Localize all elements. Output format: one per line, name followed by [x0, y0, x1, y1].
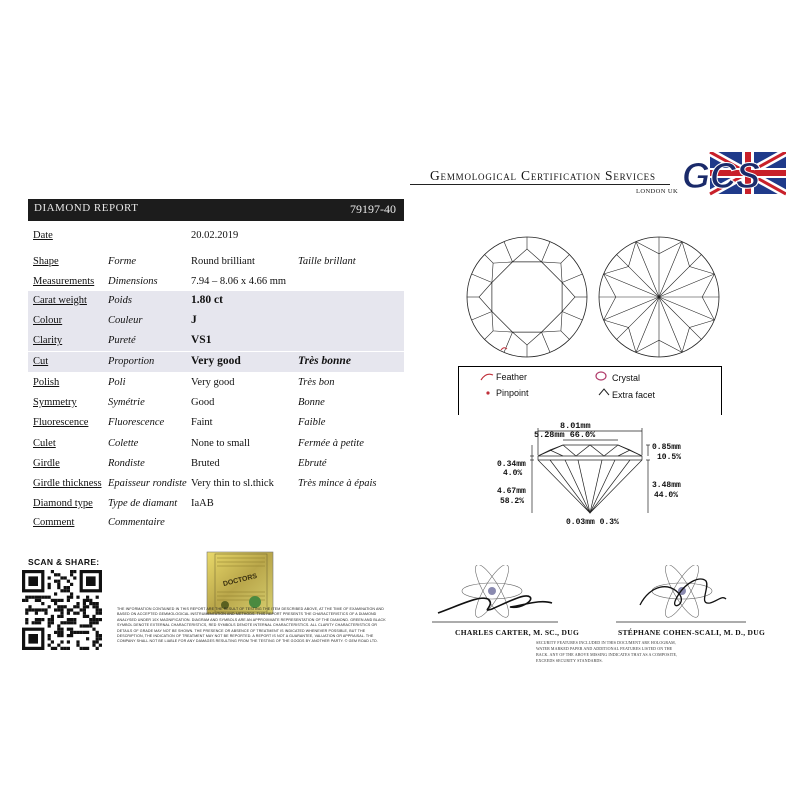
report-row-shape — [28, 252, 404, 272]
report-value: Round brilliant — [191, 256, 255, 267]
report-label-en: Fluorescence — [33, 417, 89, 428]
legend-crystal: Crystal — [612, 373, 641, 383]
report-label-en: Carat weight — [33, 295, 87, 306]
report-row-fluorescence — [28, 413, 404, 433]
report-label-fr: Epaisseur rondiste — [108, 478, 187, 489]
report-row-girdle — [28, 454, 404, 474]
report-label-en: Date — [33, 230, 53, 241]
pinpoint-symbol-icon — [484, 389, 492, 397]
total-depth-mm: 4.67mm — [497, 487, 526, 496]
report-value-fr: Très bon — [298, 377, 335, 388]
total-depth-pct: 58.2% — [500, 497, 525, 506]
report-row-carat-weight — [28, 291, 404, 311]
report-value: Very thin to sl.thick — [191, 478, 274, 489]
logo-text: GCS — [682, 155, 761, 196]
report-value-fr: Très bonne — [298, 355, 351, 367]
report-value-fr: Bonne — [298, 397, 325, 408]
pavilion-mm: 3.48mm — [652, 481, 681, 490]
report-value-fr: Ebruté — [298, 458, 327, 469]
report-label-en: Cut — [33, 356, 49, 367]
scan-share-title: SCAN & SHARE: — [28, 557, 100, 567]
report-label-en: Girdle thickness — [33, 478, 102, 489]
report-label-en: Culet — [33, 438, 56, 449]
report-label-fr: Colette — [108, 438, 139, 449]
report-number: 79197-40 — [350, 202, 396, 216]
report-row-diamond-type — [28, 494, 404, 514]
report-row-culet — [28, 434, 404, 454]
report-row-measurements — [28, 272, 404, 292]
report-value: 7.94 – 8.06 x 4.66 mm — [191, 276, 287, 287]
disclaimer-text: THE INFORMATION CONTAINED IN THIS REPORT ARE THE RESULT OF TESTING THE ITEM DESCRIBED ABOVE, AT THE TIME OF EXAMINATION AND BASED ON ACCEPTED GEMMOLOGICAL INSTRUMENTATION AND METHODS. THIS REPORT PRESENTS THE CHARACTERISTICS OF A DIAMOND ANALYSED UNDER 10X MAGNIFICATION. DIAGRAM AND SYMBOLS ARE AN APPROXIMATE REPRESENTATION OF THE DIAMOND. GREEN AND BLACK SYMBOL DENOTE EXTERNAL CHARACTERISTICS, RED SYMBOLS DENOTE INTERNAL CHARACTERISTICS. ALL CLARITY CHARACTERISTICS OR DETAILS OF GRADE MAY NOT BE SHOWN. THE PRESENCE OR ABSENCE OF TREATMENT IS INDICATED WHENEVER POSSIBLE, BUT THE DESCRIPTION, THE INDICATION OF TREATMENT MAY NOT BE REPORTED. A REPORT IS NOT A GUARANTEE, VALUATION OR APPRAISAL. THE COMPANY SHALL NOT BE LIABLE FOR ANY DAMAGES RESULTING FROM THE TESTING OF THE GOODS BY ANOTHER PARTY. © GEM ROAD LTD. — [117, 607, 386, 644]
signature-right — [610, 565, 750, 625]
girdle-pct: 4.0% — [503, 469, 523, 478]
report-label-fr: Poids — [108, 295, 132, 306]
legend-extra-facet: Extra facet — [612, 390, 656, 400]
report-label-fr: Rondiste — [108, 458, 145, 469]
company-logo-icon — [680, 152, 786, 202]
report-label-en: Measurements — [33, 276, 95, 287]
legend-pinpoint: Pinpoint — [496, 388, 529, 398]
report-value-fr: Faible — [298, 417, 326, 428]
table-label: 5.28mm 66.0% — [534, 430, 596, 440]
culet-label: 0.03mm 0.3% — [566, 518, 619, 527]
report-label-fr: Type de diamant — [108, 498, 178, 509]
report-value: Faint — [191, 417, 213, 428]
report-label-en: Girdle — [33, 458, 60, 469]
report-label-fr: Proportion — [108, 356, 155, 367]
legend-feather: Feather — [496, 372, 528, 382]
report-label-fr: Poli — [108, 377, 126, 388]
report-value: 1.80 ct — [191, 294, 223, 306]
report-value: Bruted — [191, 458, 220, 469]
report-row-clarity — [28, 331, 404, 351]
report-value-fr: Très mince à épais — [298, 478, 377, 489]
crown-diagram — [463, 233, 591, 361]
report-value: J — [191, 314, 197, 326]
pavilion-diagram — [595, 233, 723, 361]
signature-right-name: STÉPHANE COHEN-SCALI, M. D., DUG — [618, 628, 766, 637]
crown-height-pct: 10.5% — [657, 453, 682, 462]
company-title: Gemmological Certification Services — [430, 168, 656, 183]
report-value: Very good — [191, 355, 241, 367]
report-label-fr: Commentaire — [108, 517, 165, 528]
report-row-polish — [28, 373, 404, 393]
report-value: VS1 — [191, 334, 212, 346]
report-row-cut — [28, 352, 404, 372]
report-value-fr: Taille brillant — [298, 256, 356, 267]
extra-facet-symbol-icon — [598, 387, 610, 397]
total-width-label: 8.01mm — [560, 421, 591, 431]
report-row-symmetry — [28, 393, 404, 413]
report-value: None to small — [191, 438, 250, 449]
report-value-fr: Fermée à petite — [298, 438, 364, 449]
feather-symbol-icon — [480, 372, 494, 382]
pavilion-pct: 44.0% — [654, 491, 679, 500]
signature-left-name: CHARLES CARTER, M. SC., DUG — [455, 628, 580, 637]
report-value: IaAB — [191, 498, 214, 509]
qr-code-icon[interactable] — [22, 570, 102, 650]
security-note: SECURITY FEATURES INCLUDED IN THIS DOCUMENT ARE HOLOGRAM, WATER MARKED PAPER AND ADDITIONAL FEATURES LISTED ON THE BACK. ANY OF THE ABOVE MISSING INDICATES THAT AS A COMPOSITE, EXCEEDS SECURITY STANDARDS. — [536, 640, 678, 663]
hologram-text: DOCTORS — [222, 572, 258, 589]
report-label-fr: Pureté — [108, 335, 136, 346]
report-label-en: Clarity — [33, 335, 63, 346]
report-row-colour — [28, 311, 404, 331]
report-row-date — [28, 226, 404, 246]
signature-left — [430, 565, 560, 625]
report-label-en: Comment — [33, 517, 75, 528]
report-label-fr: Dimensions — [108, 276, 158, 287]
crown-height-mm: 0.85mm — [652, 443, 681, 452]
report-label-fr: Fluorescence — [108, 417, 165, 428]
report-title: DIAMOND REPORT — [34, 202, 139, 214]
report-value: 20.02.2019 — [191, 230, 239, 241]
header-divider — [410, 184, 670, 185]
crystal-symbol-icon — [594, 370, 608, 382]
report-label-en: Polish — [33, 377, 60, 388]
report-row-girdle-thickness — [28, 474, 404, 494]
report-label-en: Colour — [33, 315, 63, 326]
girdle-mm: 0.34mm — [497, 460, 526, 469]
report-label-fr: Forme — [108, 256, 136, 267]
report-label-fr: Symétrie — [108, 397, 145, 408]
report-label-en: Symmetry — [33, 397, 77, 408]
report-label-en: Diamond type — [33, 498, 93, 509]
report-value: Very good — [191, 377, 235, 388]
report-value: Good — [191, 397, 215, 408]
report-label-fr: Couleur — [108, 315, 143, 326]
report-label-en: Shape — [33, 256, 59, 267]
report-header — [28, 199, 404, 221]
company-location: LONDON UK — [636, 188, 679, 195]
report-row-comment — [28, 513, 404, 533]
